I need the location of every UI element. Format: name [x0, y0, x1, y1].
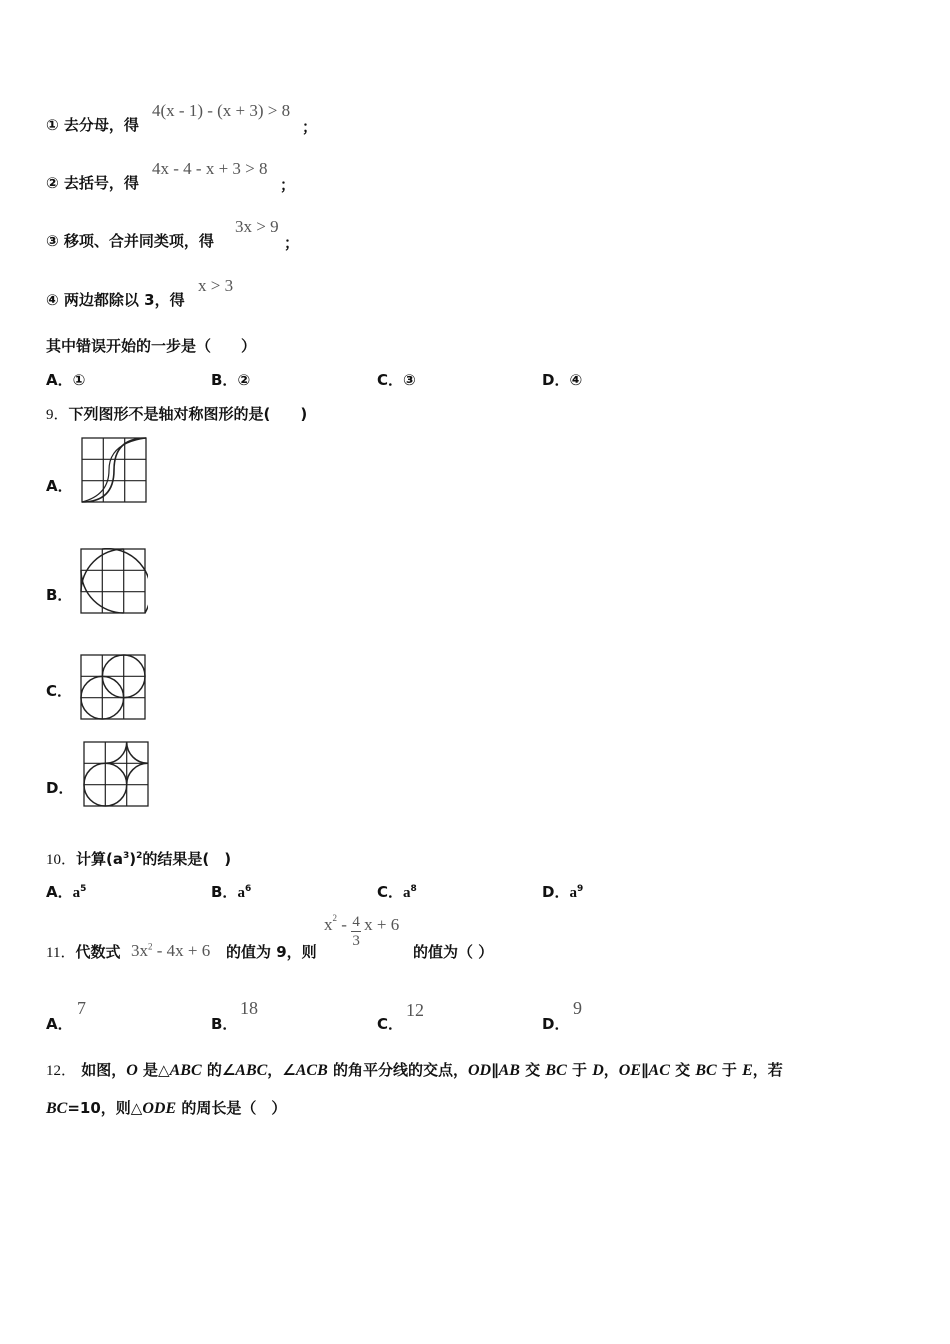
- question-number: 9．: [46, 407, 69, 423]
- expr-part: -: [337, 914, 352, 934]
- step-2-tail: ；: [280, 176, 296, 194]
- step-4-label: ④ 两边都除以 3，得: [46, 291, 185, 309]
- question-text: ，若: [752, 1061, 783, 1079]
- grid-curved-star-figure-icon: [83, 741, 151, 809]
- math-symbol: D: [592, 1062, 604, 1079]
- q11-text-2: 的值为 9，则: [226, 943, 317, 961]
- q9-option-c-letter[interactable]: C．: [46, 682, 73, 700]
- option-base: a: [569, 885, 577, 901]
- option-exponent: 6: [244, 884, 252, 894]
- q10-option-a[interactable]: [46, 881, 86, 902]
- q8-option-d[interactable]: [542, 369, 582, 390]
- math-symbol: BC: [695, 1062, 717, 1079]
- exponent: 3: [123, 851, 130, 861]
- question-number: 11．: [46, 945, 76, 961]
- option-letter: C．: [377, 883, 404, 901]
- option-letter: B．: [211, 883, 238, 901]
- q11-option-a-value: 7: [77, 998, 86, 1018]
- question-text: =10，则△: [67, 1099, 143, 1117]
- q8-option-a[interactable]: [46, 369, 85, 390]
- option-letter: D．: [542, 371, 570, 389]
- q11-option-b-value: 18: [240, 998, 258, 1018]
- question-text: 于: [716, 1061, 743, 1079]
- q11-option-a-letter[interactable]: A．: [46, 1015, 73, 1033]
- q10-option-d[interactable]: [542, 881, 583, 902]
- step-1-tail: ；: [302, 118, 318, 136]
- fraction-numerator: 4: [352, 914, 360, 930]
- question-text: ，: [603, 1061, 619, 1079]
- step-3-tail: ；: [284, 234, 300, 252]
- expr-part: x + 6: [364, 914, 400, 934]
- q11-option-b-letter[interactable]: B．: [211, 1015, 238, 1033]
- step-4-expression: x > 3: [198, 276, 234, 295]
- q11-expression-2: [324, 912, 400, 949]
- question-text: 的结果是( ): [142, 850, 232, 868]
- question-text: ，∠: [267, 1061, 296, 1079]
- grid-s-curve-figure-icon: [81, 437, 149, 505]
- math-symbol: OE: [618, 1062, 642, 1079]
- q12-line-2: [46, 1097, 286, 1118]
- question-text: 的周长是（ ）: [176, 1099, 287, 1117]
- exponent: 2: [136, 851, 143, 861]
- math-symbol: ODE: [142, 1100, 177, 1117]
- math-symbol: ABC: [235, 1062, 268, 1079]
- option-exponent: 8: [410, 884, 417, 894]
- question-text: 的∠: [201, 1061, 236, 1079]
- fraction: [351, 915, 361, 948]
- q9-option-a-letter[interactable]: A．: [46, 477, 73, 495]
- option-text: ②: [237, 371, 251, 389]
- step-3-label: ③ 移项、合并同类项，得: [46, 232, 214, 250]
- question-text: 计算(a: [76, 850, 123, 868]
- math-symbol: OD: [468, 1062, 492, 1079]
- math-symbol: BC: [545, 1062, 567, 1079]
- step-1-expression: 4(x - 1) - (x + 3) > 8: [152, 101, 291, 120]
- q11-option-d-value: 9: [573, 998, 582, 1018]
- question-number: 12．: [46, 1063, 77, 1079]
- question-text: 交: [519, 1061, 546, 1079]
- option-letter: A．: [46, 371, 73, 389]
- option-text: ①: [72, 371, 86, 389]
- option-letter: C．: [377, 371, 404, 389]
- question-text: 是△: [137, 1061, 170, 1079]
- question-text: ∥: [491, 1061, 499, 1079]
- step-2-expression: 4x - 4 - x + 3 > 8: [152, 159, 268, 178]
- q9-question: [46, 403, 307, 424]
- q11-option-c-value: 12: [406, 1000, 424, 1020]
- q11-option-c-letter[interactable]: C．: [377, 1015, 404, 1033]
- step-2-label: ② 去括号，得: [46, 174, 139, 192]
- expr-part: 3x: [131, 941, 148, 960]
- q11-option-d-letter[interactable]: D．: [542, 1015, 570, 1033]
- question-text: 的角平分线的交点，: [327, 1061, 468, 1079]
- q8-question: 其中错误开始的一步是（ ）: [46, 337, 257, 355]
- math-symbol: O: [126, 1062, 138, 1079]
- q8-option-c[interactable]: [377, 369, 416, 390]
- q8-option-b[interactable]: [211, 369, 250, 390]
- q11-text-3: 的值为（ ）: [413, 943, 494, 961]
- q10-option-b[interactable]: [211, 881, 251, 902]
- expr-part: x: [324, 914, 333, 934]
- q9-option-d-letter[interactable]: D．: [46, 779, 74, 797]
- question-text: ): [129, 850, 137, 868]
- question-text: 如图，: [81, 1061, 127, 1079]
- option-letter: D．: [542, 883, 570, 901]
- question-text: 下列图形不是轴对称图形的是( ): [68, 405, 308, 423]
- question-number: 10．: [46, 852, 77, 868]
- q11-number: [46, 941, 120, 962]
- step-1-label: ① 去分母，得: [46, 116, 139, 134]
- question-text: 代数式: [75, 943, 121, 961]
- question-text: 于: [566, 1061, 593, 1079]
- option-text: ③: [403, 371, 416, 389]
- option-letter: A．: [46, 883, 73, 901]
- question-text: 交: [669, 1061, 696, 1079]
- expr-exponent: 2: [148, 941, 153, 952]
- option-base: a: [237, 885, 245, 901]
- q11-expression-1: [131, 941, 210, 961]
- grid-leaf-arcs-figure-icon: [80, 548, 148, 616]
- option-base: a: [72, 885, 81, 901]
- math-symbol: ABC: [169, 1062, 202, 1079]
- q10-option-c[interactable]: [377, 881, 417, 902]
- q12-line-1: [46, 1059, 783, 1080]
- fraction-denominator: 3: [352, 933, 360, 949]
- q9-option-b-letter[interactable]: B．: [46, 586, 73, 604]
- option-exponent: 5: [80, 884, 87, 894]
- math-symbol: BC: [46, 1100, 68, 1117]
- question-text: ∥: [641, 1061, 649, 1079]
- math-symbol: ACB: [295, 1062, 328, 1079]
- math-symbol: AC: [648, 1062, 670, 1079]
- option-base: a: [403, 885, 411, 901]
- expr-part: - 4x + 6: [152, 941, 211, 960]
- option-exponent: 9: [576, 884, 584, 894]
- fraction-bar: [351, 931, 361, 932]
- option-letter: B．: [211, 371, 238, 389]
- step-3-expression: 3x > 9: [235, 217, 279, 236]
- option-text: ④: [569, 371, 583, 389]
- grid-circles-figure-icon: [80, 654, 146, 720]
- q10-question: [46, 848, 231, 869]
- expr-exponent: 2: [332, 912, 337, 923]
- math-symbol: AB: [498, 1062, 520, 1079]
- math-symbol: E: [742, 1062, 753, 1079]
